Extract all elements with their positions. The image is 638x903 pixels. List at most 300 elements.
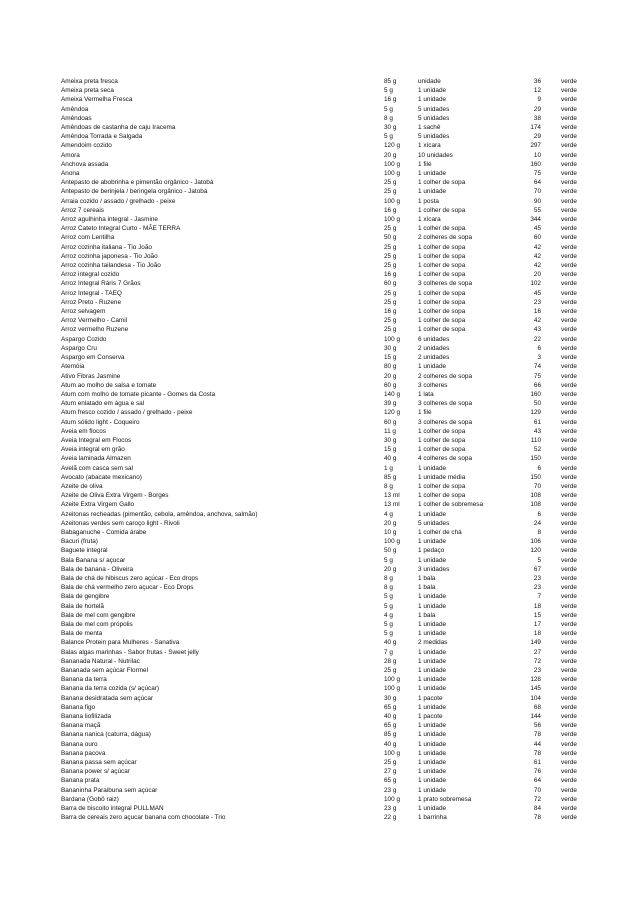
quantity-cell: 8 g xyxy=(384,584,393,592)
food-name-cell: Antepasto de berinjela / beringela orgânico - Jatobá xyxy=(61,188,208,196)
unit-cell: 1 unidade xyxy=(418,556,447,564)
unit-cell: 2 unidades xyxy=(418,354,450,362)
quantity-cell: 4 g xyxy=(384,510,393,518)
food-name-cell: Bananada Natural - Nutrilac xyxy=(61,657,140,665)
calories-cell: 108 xyxy=(530,501,541,509)
calories-cell: 7 xyxy=(537,593,541,601)
classification-cell: verde xyxy=(561,630,577,638)
food-name-cell: Arroz Vermelho - Camil xyxy=(61,317,128,325)
quantity-cell: 5 g xyxy=(384,556,393,564)
quantity-cell: 39 g xyxy=(384,400,397,408)
quantity-cell: 23 g xyxy=(384,805,397,813)
unit-cell: 2 colheres de sopa xyxy=(418,234,473,242)
table-row xyxy=(61,703,575,712)
food-name-cell: Banana power s/ açúcar xyxy=(61,768,130,776)
calories-cell: 70 xyxy=(533,188,541,196)
quantity-cell: 120 g xyxy=(384,409,400,417)
classification-cell: verde xyxy=(561,473,577,481)
food-name-cell: Arroz cozinha italiana - Tio João xyxy=(61,243,152,251)
classification-cell: verde xyxy=(561,667,577,674)
quantity-cell: 8 g xyxy=(384,574,393,582)
food-name-cell: Banana ouro xyxy=(61,740,98,748)
quantity-cell: 60 g xyxy=(384,280,397,288)
classification-cell: verde xyxy=(561,225,577,233)
food-name-cell: Bala de chá vermelho zero açucar - Eco Drops xyxy=(61,584,194,592)
food-name-cell: Balance Protein para Mulheres - Sanativa xyxy=(61,639,180,647)
quantity-cell: 100 g xyxy=(384,170,400,178)
food-name-cell: Barra de biscoito integral PULLMAN xyxy=(61,805,164,813)
calories-cell: 42 xyxy=(533,243,541,251)
unit-cell: 1 unidade xyxy=(418,620,447,628)
unit-cell: 1 colher de sopa xyxy=(418,243,466,251)
classification-cell: verde xyxy=(561,418,577,426)
unit-cell: 1 unidade xyxy=(418,593,447,601)
unit-cell: 1 colher de chá xyxy=(418,528,462,536)
classification-cell: verde xyxy=(561,400,577,408)
food-name-cell: Bala de mel com gengibre xyxy=(61,611,136,619)
calories-cell: 56 xyxy=(533,722,541,730)
unit-cell: 1 unidade xyxy=(418,648,447,656)
table-row xyxy=(61,408,575,417)
table-row xyxy=(61,740,575,749)
food-name-cell: Banana figo xyxy=(61,703,96,711)
food-name-cell: Azeite de oliva xyxy=(61,482,103,490)
quantity-cell: 65 g xyxy=(384,722,397,730)
calories-cell: 64 xyxy=(533,777,541,785)
quantity-cell: 50 g xyxy=(384,547,397,555)
table-row xyxy=(61,132,575,141)
table-row xyxy=(61,482,575,491)
calories-cell: 145 xyxy=(530,685,541,693)
table-row xyxy=(61,95,575,104)
quantity-cell: 10 g xyxy=(384,528,397,536)
classification-cell: verde xyxy=(561,740,577,748)
classification-cell: verde xyxy=(561,510,577,518)
quantity-cell: 120 g xyxy=(384,142,400,150)
calories-cell: 27 xyxy=(533,648,541,656)
quantity-cell: 8 g xyxy=(384,482,393,490)
calories-cell: 12 xyxy=(533,87,541,95)
unit-cell: 1 unidade xyxy=(418,602,447,610)
classification-cell: verde xyxy=(561,786,577,794)
unit-cell: 3 colheres xyxy=(418,381,448,389)
classification-cell: verde xyxy=(561,381,577,389)
classification-cell: verde xyxy=(561,648,577,656)
food-name-cell: Bala de gengibre xyxy=(61,593,110,601)
unit-cell: 1 colher de sopa xyxy=(418,492,466,500)
classification-cell: verde xyxy=(561,252,577,260)
classification-cell: verde xyxy=(561,436,577,444)
classification-cell: verde xyxy=(561,326,577,334)
food-name-cell: Arroz vermelho Ruzene xyxy=(61,326,129,334)
table-row xyxy=(61,233,575,242)
calories-cell: 78 xyxy=(533,814,541,822)
table-row xyxy=(61,252,575,261)
unit-cell: 1 pedaço xyxy=(418,547,445,555)
classification-cell: verde xyxy=(561,620,577,628)
calories-cell: 24 xyxy=(533,519,541,527)
quantity-cell: 85 g xyxy=(384,78,397,85)
table-row xyxy=(61,160,575,169)
table-row xyxy=(61,105,575,114)
food-name-cell: Avocato (abacate mexicano) xyxy=(61,473,142,481)
quantity-cell: 100 g xyxy=(384,538,400,546)
classification-cell: verde xyxy=(561,759,577,767)
unit-cell: 3 unidades xyxy=(418,565,450,573)
food-name-cell: Banana da terra xyxy=(61,676,107,684)
quantity-cell: 16 g xyxy=(384,206,397,214)
quantity-cell: 40 g xyxy=(384,740,397,748)
calories-cell: 150 xyxy=(530,455,541,463)
classification-cell: verde xyxy=(561,280,577,288)
table-row xyxy=(61,344,575,353)
calories-cell: 104 xyxy=(530,694,541,702)
classification-cell: verde xyxy=(561,528,577,536)
table-row xyxy=(61,510,575,519)
unit-cell: unidade xyxy=(418,78,441,85)
table-row xyxy=(61,353,575,362)
classification-cell: verde xyxy=(561,317,577,325)
quantity-cell: 16 g xyxy=(384,271,397,279)
classification-cell: verde xyxy=(561,749,577,757)
table-row xyxy=(61,261,575,270)
unit-cell: 1 unidade xyxy=(418,657,447,665)
food-name-cell: Banana nanica (caturra, dágua) xyxy=(61,731,151,739)
unit-cell: 1 unidade xyxy=(418,96,447,104)
classification-cell: verde xyxy=(561,639,577,647)
quantity-cell: 25 g xyxy=(384,252,397,260)
table-row xyxy=(61,537,575,546)
calories-cell: 75 xyxy=(533,372,541,380)
calories-cell: 110 xyxy=(530,436,541,444)
food-name-cell: Bala de menta xyxy=(61,630,103,638)
food-name-cell: Banana desidratada sem açúcar xyxy=(61,694,154,702)
quantity-cell: 1 g xyxy=(384,464,393,472)
unit-cell: 1 colher de sopa xyxy=(418,289,466,297)
calories-cell: 42 xyxy=(533,317,541,325)
unit-cell: 1 unidade xyxy=(418,676,447,684)
table-row xyxy=(61,767,575,776)
food-name-cell: Azeite Extra Virgem Gallo xyxy=(61,501,135,509)
food-name-cell: Aveia Integral em Flocos xyxy=(61,436,132,444)
calories-cell: 160 xyxy=(530,390,541,398)
calories-cell: 6 xyxy=(537,464,541,472)
classification-cell: verde xyxy=(561,160,577,168)
table-row xyxy=(61,362,575,371)
quantity-cell: 100 g xyxy=(384,216,400,224)
classification-cell: verde xyxy=(561,78,577,85)
food-name-cell: Azeite de Oliva Extra Virgem - Borges xyxy=(61,492,169,500)
unit-cell: 3 colheres de sopa xyxy=(418,280,473,288)
unit-cell: 10 unidades xyxy=(418,151,453,159)
quantity-cell: 5 g xyxy=(384,87,393,95)
unit-cell: 2 medidas xyxy=(418,639,448,647)
classification-cell: verde xyxy=(561,427,577,435)
classification-cell: verde xyxy=(561,197,577,205)
food-name-cell: Banana da terra cozida (s/ açúcar) xyxy=(61,685,160,693)
classification-cell: verde xyxy=(561,703,577,711)
calories-cell: 70 xyxy=(533,786,541,794)
table-row xyxy=(61,795,575,804)
classification-cell: verde xyxy=(561,768,577,776)
table-row xyxy=(61,694,575,703)
unit-cell: 5 unidades xyxy=(418,114,450,122)
calories-cell: 174 xyxy=(530,124,541,132)
table-row xyxy=(61,500,575,509)
unit-cell: 1 lata xyxy=(418,390,434,398)
unit-cell: 1 unidade xyxy=(418,768,447,776)
quantity-cell: 25 g xyxy=(384,262,397,270)
classification-cell: verde xyxy=(561,455,577,463)
classification-cell: verde xyxy=(561,805,577,813)
food-name-cell: Ameixa Vermelha Fresca xyxy=(61,96,133,104)
calories-cell: 297 xyxy=(530,142,541,150)
unit-cell: 1 bala xyxy=(418,584,436,592)
classification-cell: verde xyxy=(561,446,577,454)
unit-cell: 1 bala xyxy=(418,574,436,582)
classification-cell: verde xyxy=(561,574,577,582)
quantity-cell: 25 g xyxy=(384,298,397,306)
calories-cell: 18 xyxy=(533,630,541,638)
quantity-cell: 100 g xyxy=(384,795,400,803)
table-row xyxy=(61,519,575,528)
calories-cell: 50 xyxy=(533,400,541,408)
quantity-cell: 16 g xyxy=(384,96,397,104)
quantity-cell: 16 g xyxy=(384,308,397,316)
unit-cell: 1 colher de sopa xyxy=(418,262,466,270)
unit-cell: 1 xícara xyxy=(418,216,441,224)
classification-cell: verde xyxy=(561,96,577,104)
unit-cell: 1 colher de sobremesa xyxy=(418,501,484,509)
calories-cell: 72 xyxy=(533,657,541,665)
unit-cell: 5 unidades xyxy=(418,519,450,527)
table-row xyxy=(61,546,575,555)
food-name-cell: Amêndoas de castanha de caju Iracema xyxy=(61,124,176,132)
classification-cell: verde xyxy=(561,170,577,178)
classification-cell: verde xyxy=(561,694,577,702)
quantity-cell: 25 g xyxy=(384,759,397,767)
table-row xyxy=(61,638,575,647)
quantity-cell: 22 g xyxy=(384,814,397,822)
food-name-cell: Atum ao molho de salsa e tomate xyxy=(61,381,157,389)
quantity-cell: 40 g xyxy=(384,455,397,463)
classification-cell: verde xyxy=(561,795,577,803)
quantity-cell: 40 g xyxy=(384,639,397,647)
table-row xyxy=(61,298,575,307)
calories-cell: 6 xyxy=(537,344,541,352)
quantity-cell: 27 g xyxy=(384,768,397,776)
classification-cell: verde xyxy=(561,206,577,214)
unit-cell: 6 unidades xyxy=(418,335,450,343)
classification-cell: verde xyxy=(561,133,577,141)
table-row xyxy=(61,77,575,86)
food-name-cell: Amora xyxy=(61,151,80,159)
food-name-cell: Banana passa sem açúcar xyxy=(61,759,137,767)
unit-cell: 1 unidade xyxy=(418,731,447,739)
unit-cell: 1 unidade xyxy=(418,685,447,693)
calories-cell: 70 xyxy=(533,482,541,490)
food-name-cell: Baguete integral xyxy=(61,547,108,555)
food-name-cell: Aspargo Cru xyxy=(61,344,97,352)
food-name-cell: Banana liofilizada xyxy=(61,713,112,721)
table-row xyxy=(61,279,575,288)
quantity-cell: 100 g xyxy=(384,335,400,343)
table-row xyxy=(61,270,575,279)
classification-cell: verde xyxy=(561,124,577,132)
quantity-cell: 13 ml xyxy=(384,492,400,500)
table-row xyxy=(61,712,575,721)
food-name-cell: Bananinha Paraibuna sem açúcar xyxy=(61,786,158,794)
unit-cell: 1 filé xyxy=(418,409,432,417)
food-name-cell: Bardana (Gobô raiz) xyxy=(61,795,119,803)
table-row xyxy=(61,445,575,454)
unit-cell: 1 unidade xyxy=(418,805,447,813)
unit-cell: 1 unidade xyxy=(418,722,447,730)
unit-cell: 1 colher de sopa xyxy=(418,252,466,260)
quantity-cell: 28 g xyxy=(384,657,397,665)
unit-cell: 1 colher de sopa xyxy=(418,271,466,279)
table-row xyxy=(61,123,575,132)
table-row xyxy=(61,813,575,822)
quantity-cell: 5 g xyxy=(384,593,393,601)
food-name-cell: Ameixa preta fresca xyxy=(61,78,118,85)
table-row xyxy=(61,399,575,408)
calories-cell: 45 xyxy=(533,289,541,297)
quantity-cell: 15 g xyxy=(384,354,397,362)
food-name-cell: Arroz Integral - TAEQ xyxy=(61,289,122,297)
table-row xyxy=(61,804,575,813)
calories-cell: 106 xyxy=(530,538,541,546)
table-row xyxy=(61,556,575,565)
quantity-cell: 30 g xyxy=(384,344,397,352)
food-name-cell: Bala de mel com própolis xyxy=(61,620,133,628)
calories-cell: 72 xyxy=(533,795,541,803)
food-name-cell: Arroz agulhinha integral - Jasmine xyxy=(61,216,158,224)
quantity-cell: 20 g xyxy=(384,372,397,380)
calories-cell: 20 xyxy=(533,271,541,279)
table-row xyxy=(61,335,575,344)
classification-cell: verde xyxy=(561,556,577,564)
food-name-cell: Bala de chá de hibiscus zero açúcar - Eco drops xyxy=(61,574,199,582)
quantity-cell: 5 g xyxy=(384,602,393,610)
quantity-cell: 60 g xyxy=(384,418,397,426)
classification-cell: verde xyxy=(561,289,577,297)
quantity-cell: 40 g xyxy=(384,713,397,721)
table-row xyxy=(61,436,575,445)
quantity-cell: 80 g xyxy=(384,363,397,371)
unit-cell: 1 colher de sopa xyxy=(418,317,466,325)
unit-cell: 1 colher de sopa xyxy=(418,225,466,233)
classification-cell: verde xyxy=(561,87,577,95)
table-row xyxy=(61,721,575,730)
calories-cell: 66 xyxy=(533,381,541,389)
table-row xyxy=(61,602,575,611)
table-row xyxy=(61,390,575,399)
classification-cell: verde xyxy=(561,676,577,684)
calories-cell: 29 xyxy=(533,133,541,141)
calories-cell: 90 xyxy=(533,197,541,205)
food-name-cell: Arroz integral cozido xyxy=(61,271,120,279)
calories-cell: 129 xyxy=(530,409,541,417)
classification-cell: verde xyxy=(561,298,577,306)
unit-cell: 1 sachê xyxy=(418,124,441,132)
table-row xyxy=(61,86,575,95)
food-name-cell: Arroz com Lentilha xyxy=(61,234,115,242)
unit-cell: 1 unidade xyxy=(418,363,447,371)
table-row xyxy=(61,372,575,381)
table-row xyxy=(61,684,575,693)
classification-cell: verde xyxy=(561,611,577,619)
calories-cell: 128 xyxy=(530,676,541,684)
classification-cell: verde xyxy=(561,188,577,196)
calories-cell: 23 xyxy=(533,298,541,306)
table-row xyxy=(61,666,575,675)
calories-cell: 42 xyxy=(533,252,541,260)
unit-cell: 2 colheres de sopa xyxy=(418,372,473,380)
table-row xyxy=(61,786,575,795)
food-name-cell: Anchova assada xyxy=(61,160,109,168)
unit-cell: 1 unidade xyxy=(418,759,447,767)
unit-cell: 1 colher de sopa xyxy=(418,326,466,334)
classification-cell: verde xyxy=(561,731,577,739)
unit-cell: 1 unidade xyxy=(418,703,447,711)
food-name-cell: Bala Banana s/ açucar xyxy=(61,556,126,564)
calories-cell: 6 xyxy=(537,510,541,518)
table-row xyxy=(61,187,575,196)
quantity-cell: 25 g xyxy=(384,326,397,334)
classification-cell: verde xyxy=(561,114,577,122)
quantity-cell: 15 g xyxy=(384,446,397,454)
quantity-cell: 13 ml xyxy=(384,501,400,509)
classification-cell: verde xyxy=(561,519,577,527)
unit-cell: 1 prato sobremesa xyxy=(418,795,472,803)
calories-cell: 23 xyxy=(533,574,541,582)
calories-cell: 61 xyxy=(533,759,541,767)
food-name-cell: Arroz Cateto Integral Curto - MÃE TERRA xyxy=(61,225,181,233)
table-row xyxy=(61,629,575,638)
food-name-cell: Banana pacova xyxy=(61,749,106,757)
calories-cell: 22 xyxy=(533,335,541,343)
food-name-cell: Banana prata xyxy=(61,777,100,785)
quantity-cell: 100 g xyxy=(384,676,400,684)
classification-cell: verde xyxy=(561,685,577,693)
quantity-cell: 11 g xyxy=(384,427,396,435)
quantity-cell: 20 g xyxy=(384,565,397,573)
quantity-cell: 25 g xyxy=(384,317,397,325)
food-table-body xyxy=(61,77,575,822)
unit-cell: 1 xícara xyxy=(418,142,441,150)
calories-cell: 78 xyxy=(533,749,541,757)
calories-cell: 149 xyxy=(530,639,541,647)
food-name-cell: Arroz Preto - Ruzene xyxy=(61,298,122,306)
food-name-cell: Arroz cozinha japonesa - Tio João xyxy=(61,252,158,260)
classification-cell: verde xyxy=(561,409,577,417)
calories-cell: 52 xyxy=(533,446,541,454)
classification-cell: verde xyxy=(561,216,577,224)
classification-cell: verde xyxy=(561,372,577,380)
calories-cell: 44 xyxy=(533,740,541,748)
quantity-cell: 20 g xyxy=(384,519,397,527)
calories-cell: 160 xyxy=(530,160,541,168)
quantity-cell: 5 g xyxy=(384,133,393,141)
food-name-cell: Aspargo Cozido xyxy=(61,335,107,343)
table-row xyxy=(61,418,575,427)
calories-cell: 45 xyxy=(533,225,541,233)
table-row xyxy=(61,316,575,325)
quantity-cell: 4 g xyxy=(384,611,393,619)
food-name-cell: Barra de cereais zero açucar banana com chocolate - Trio xyxy=(61,814,226,822)
calories-cell: 9 xyxy=(537,96,541,104)
